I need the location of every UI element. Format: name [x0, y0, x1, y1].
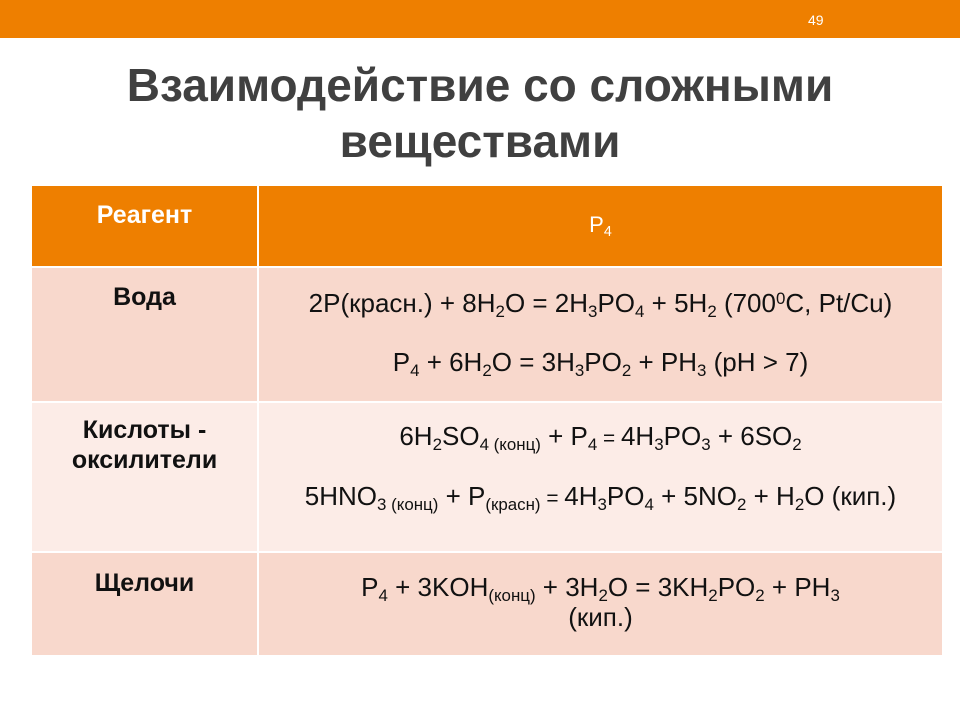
- formula-text: O = 3KH: [607, 572, 709, 602]
- formula-subscript: 2: [794, 495, 805, 515]
- formula-subscript: 4: [410, 361, 420, 381]
- formula-text: + 3KOH: [387, 572, 489, 602]
- formula-subscript: 2: [708, 586, 718, 606]
- formula-subscript: 2: [755, 586, 765, 606]
- formula-subscript: (красн): [485, 495, 541, 515]
- formula-text: 6H: [399, 421, 433, 451]
- formula-equals-sign: =: [540, 487, 565, 510]
- equation-water-1: [259, 287, 942, 323]
- formula-subscript: 3: [701, 435, 711, 455]
- formula-text: O = 3H: [491, 347, 575, 377]
- formula-text: 2P(красн.) + 8H: [308, 288, 496, 318]
- header-reagent-label: Реагент: [96, 201, 193, 229]
- row-water-equations-cell: [259, 268, 942, 401]
- formula-subscript: 4: [603, 224, 612, 241]
- formula-text: + 5NO: [653, 481, 737, 511]
- equation-acids-2: [259, 480, 942, 516]
- formula-text: PO: [606, 481, 645, 511]
- formula-text: + P: [540, 421, 588, 451]
- equation-alkali-line-1: [259, 574, 942, 604]
- formula-text: (кип.): [568, 602, 633, 632]
- header-substance-formula: [259, 210, 942, 243]
- formula-text: + PH: [764, 572, 831, 602]
- formula-subscript: 2: [621, 361, 632, 381]
- formula-text: + 3H: [535, 572, 599, 602]
- formula-subscript: 3: [696, 361, 707, 381]
- slide-title: Взаимодействие со сложными веществами: [126, 59, 834, 167]
- formula-equals-sign: =: [597, 427, 621, 450]
- formula-text: PO: [717, 572, 756, 602]
- reagent-label-acids-line-2: оксилители: [71, 446, 218, 474]
- formula-text: PO: [597, 288, 636, 318]
- header-substance-cell: [259, 186, 942, 266]
- formula-subscript: 3: [574, 361, 585, 381]
- formula-subscript: 3: [597, 495, 607, 515]
- formula-text: + 6H: [419, 347, 483, 377]
- formula-text: (pH > 7): [706, 347, 809, 377]
- row-acids-label-cell: [32, 403, 257, 551]
- formula-subscript: 4: [587, 435, 598, 455]
- formula-text: P: [361, 572, 379, 602]
- formula-subscript: 2: [482, 361, 492, 381]
- formula-subscript: 2: [432, 435, 442, 455]
- formula-subscript: 4 (конц): [479, 435, 541, 455]
- formula-text: (700: [716, 288, 776, 318]
- formula-subscript: 3: [588, 302, 598, 322]
- reagent-label-water: Вода: [113, 283, 176, 311]
- formula-text: PO: [663, 421, 702, 451]
- equation-alkali-line-2: [259, 604, 942, 631]
- equation-water-2: [259, 346, 942, 382]
- formula-subscript: 3 (конц): [377, 495, 439, 515]
- formula-text: PO: [584, 347, 622, 377]
- formula-text: + 6SO: [710, 421, 793, 451]
- formula-text: C, Pt/Cu): [785, 288, 893, 318]
- formula-text: 5HNO: [304, 481, 378, 511]
- formula-subscript: 4: [635, 302, 645, 322]
- slide-number: 49: [808, 12, 824, 28]
- formula-text: + H: [746, 481, 795, 511]
- formula-text: + 5H: [644, 288, 708, 318]
- formula-text: 4H: [564, 481, 598, 511]
- formula-subscript: 2: [792, 435, 802, 455]
- formula-subscript: 2: [707, 302, 717, 322]
- equation-acids-1: [259, 420, 942, 456]
- formula-text: O (кип.): [804, 481, 897, 511]
- reagent-label-alkali: Щелочи: [94, 569, 195, 597]
- formula-subscript: 3: [830, 586, 840, 606]
- formula-text: O = 2H: [504, 288, 589, 318]
- formula-text: + PH: [631, 347, 697, 377]
- formula-text: 4H: [620, 421, 655, 451]
- header-reagent-cell: [32, 186, 257, 266]
- formula-subscript: 2: [736, 495, 747, 515]
- row-alkali-label-cell: [32, 553, 257, 655]
- reagents-table: [32, 186, 942, 655]
- formula-superscript: 0: [775, 288, 786, 308]
- formula-subscript: 2: [598, 586, 608, 606]
- reagent-label-acids-line-1: Кислоты -: [82, 416, 207, 444]
- row-alkali-equations-cell: [259, 553, 942, 655]
- formula-text: + P: [438, 481, 486, 511]
- formula-subscript: 3: [654, 435, 664, 455]
- formula-subscript: 4: [644, 495, 654, 515]
- formula-text: SO: [441, 421, 480, 451]
- formula-text: P: [392, 347, 411, 377]
- formula-subscript: 2: [495, 302, 505, 322]
- formula-subscript: 4: [378, 586, 388, 606]
- row-water-label-cell: [32, 268, 257, 401]
- row-acids-equations-cell: [259, 403, 942, 551]
- formula-text: P: [589, 212, 604, 237]
- formula-subscript: (конц): [488, 586, 536, 606]
